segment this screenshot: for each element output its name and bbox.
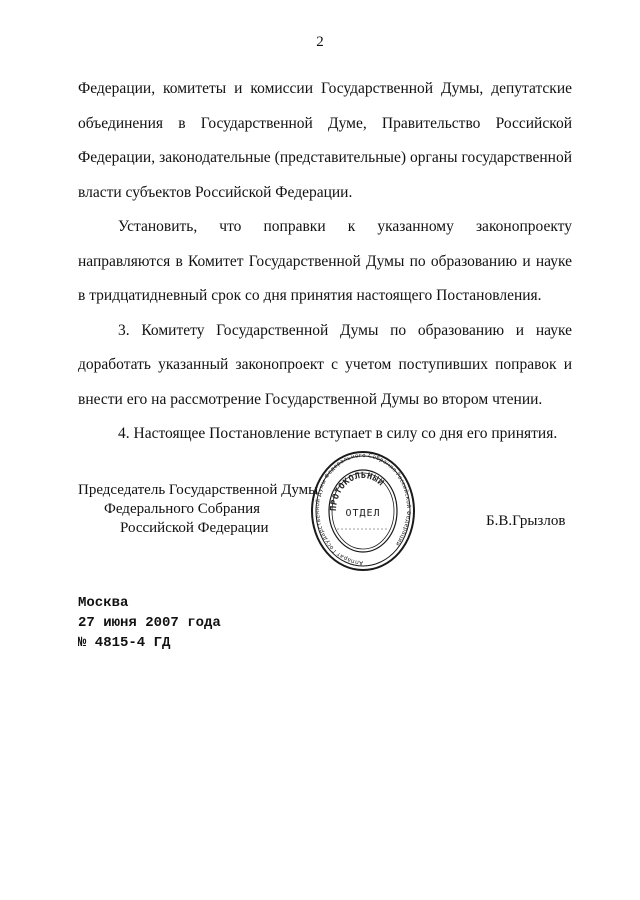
stamp-outer-text: Аппарат Государственной Думы Федерального Собрания Российской Федерации xyxy=(315,452,412,566)
footer-date: 27 июня 2007 года xyxy=(78,615,221,631)
signatory-title-line3: Российской Федерации xyxy=(120,520,269,536)
paragraph-continuation: Федерации, комитеты и комиссии Государственной Думы, депутатские объединения в Государственной Думе, Правительство Российской Федерации, законодательные (представительные) органы государственной власти субъектов Российской Федерации. xyxy=(78,80,572,201)
signatory-name: Б.В.Грызлов xyxy=(486,513,566,529)
footer-number: № 4815-4 ГД xyxy=(78,635,171,651)
stamp-center-text: ОТДЕЛ xyxy=(345,508,381,519)
paragraph-amendments-deadline: Установить, что поправки к указанному законопроекту направляются в Комитет Государственной Думы по образованию и науке в тридцатидневный срок со дня принятия настоящего Постановления. xyxy=(78,218,572,304)
paragraph-committee-task: 3. Комитету Государственной Думы по образованию и науке доработать указанный законопроект с учетом поступивших поправок и внести его на рассмотрение Государственной Думы во втором чтении. xyxy=(78,321,572,408)
signatory-title-line2: Федерального Собрания xyxy=(104,501,261,517)
signatory-title-line1: Председатель Государственной Думы xyxy=(78,482,319,498)
stamp-inner-text: ПРОТОКОЛЬНЫЙ xyxy=(328,470,386,512)
footer-city: Москва xyxy=(78,595,129,611)
document-footer xyxy=(78,593,221,653)
resolution-body xyxy=(78,72,572,452)
official-stamp xyxy=(309,449,417,573)
paragraph-effective-date: 4. Настоящее Постановление вступает в силу со дня его принятия. xyxy=(118,425,558,442)
signatory-title xyxy=(78,481,318,538)
page-number: 2 xyxy=(316,34,324,50)
